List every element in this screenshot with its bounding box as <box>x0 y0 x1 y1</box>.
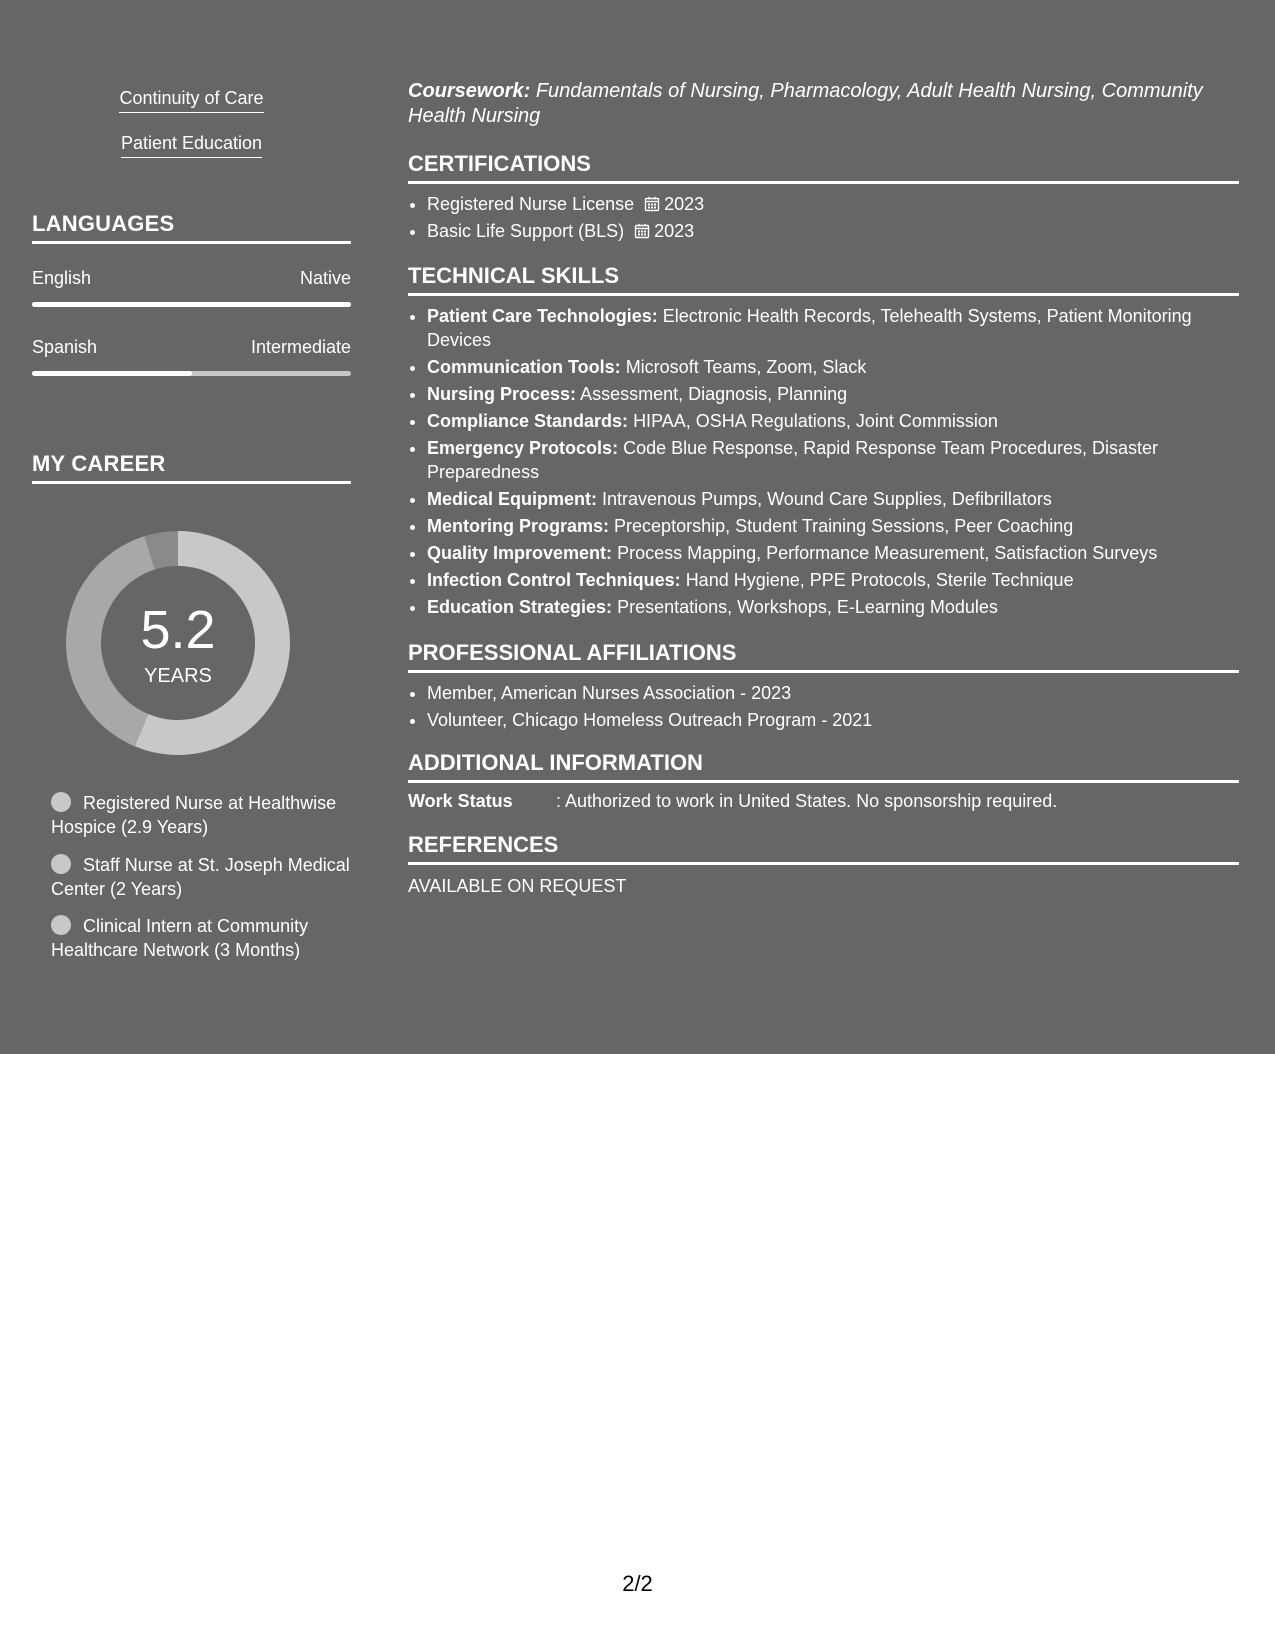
list-item: • Volunteer, Chicago Homeless Outreach Program - 2021 <box>427 708 1258 732</box>
career-item-label: Registered Nurse at Healthwise Hospice (2.9 Years) <box>51 793 337 837</box>
list-item: • Nursing Process: Assessment, Diagnosis, Planning <box>427 382 1258 406</box>
language-level: Native <box>299 268 351 288</box>
career-item-label: Staff Nurse at St. Joseph Medical Center (2 Years) <box>51 855 350 899</box>
language-name: Spanish <box>32 337 98 357</box>
language-proficiency-bar <box>32 302 351 307</box>
list-item: • Emergency Protocols: Code Blue Response, Rapid Response Team Procedures, Disaster Preparedness <box>427 436 1258 484</box>
certification-year: 2023 <box>654 221 695 241</box>
references-heading: REFERENCES <box>408 832 1239 865</box>
work-status-value: : Authorized to work in United States. No sponsorship required. <box>556 791 1058 811</box>
technical-skills-list <box>408 304 1258 622</box>
list-item: • Compliance Standards: HIPAA, OSHA Regulations, Joint Commission <box>427 409 1258 433</box>
coursework-text: Fundamentals of Nursing, Pharmacology, Adult Health Nursing, Community Health Nursing <box>408 80 1203 127</box>
skill-tag: Continuity of Care <box>32 88 351 113</box>
list-item: • Patient Care Technologies: Electronic Health Records, Telehealth Systems, Patient Monitoring Devices <box>427 304 1258 352</box>
list-item: • Registered Nurse License 2023 <box>427 192 1258 216</box>
career-total-unit: YEARS <box>144 665 212 687</box>
certification-year: 2023 <box>664 194 705 214</box>
affiliations-heading: PROFESSIONAL AFFILIATIONS <box>408 640 1239 673</box>
language-proficiency-bar <box>32 371 351 376</box>
skill-tag: Patient Education <box>32 133 351 158</box>
career-item <box>51 914 351 962</box>
calendar-icon <box>644 196 660 212</box>
legend-dot-icon <box>51 915 71 935</box>
list-item: • Education Strategies: Presentations, Workshops, E-Learning Modules <box>427 595 1258 619</box>
career-item <box>51 791 351 839</box>
career-total-value: 5.2 <box>140 600 216 660</box>
list-item: • Member, American Nurses Association - 2023 <box>427 681 1258 705</box>
calendar-icon <box>634 223 650 239</box>
additional-info-heading: ADDITIONAL INFORMATION <box>408 750 1239 783</box>
list-item: • Quality Improvement: Process Mapping, Performance Measurement, Satisfaction Surveys <box>427 541 1258 565</box>
page-number: 2/2 <box>622 1571 653 1596</box>
technical-skills-heading: TECHNICAL SKILLS <box>408 263 1239 296</box>
work-status-label: Work Status <box>408 791 513 811</box>
list-item: • Mentoring Programs: Preceptorship, Student Training Sessions, Peer Coaching <box>427 514 1258 538</box>
coursework-label: Coursework: <box>408 80 531 102</box>
career-total <box>66 531 290 755</box>
legend-dot-icon <box>51 792 71 812</box>
language-name: English <box>32 268 92 288</box>
career-donut-chart <box>66 531 290 755</box>
career-item-label: Clinical Intern at Community Healthcare Network (3 Months) <box>51 916 309 960</box>
affiliations-list <box>408 681 1258 735</box>
language-proficiency-fill <box>32 371 192 376</box>
language-proficiency-fill <box>32 302 351 307</box>
career-heading: MY CAREER <box>32 451 351 484</box>
list-item: • Infection Control Techniques: Hand Hygiene, PPE Protocols, Sterile Technique <box>427 568 1258 592</box>
list-item: • Medical Equipment: Intravenous Pumps, Wound Care Supplies, Defibrillators <box>427 487 1258 511</box>
list-item: • Basic Life Support (BLS) 2023 <box>427 219 1258 243</box>
career-item <box>51 853 351 901</box>
legend-dot-icon <box>51 854 71 874</box>
certifications-heading: CERTIFICATIONS <box>408 151 1239 184</box>
coursework <box>408 79 1239 129</box>
language-level: Intermediate <box>250 337 351 357</box>
references-text: AVAILABLE ON REQUEST <box>408 876 627 896</box>
list-item: • Communication Tools: Microsoft Teams, Zoom, Slack <box>427 355 1258 379</box>
languages-heading: LANGUAGES <box>32 211 351 244</box>
certifications-list <box>408 192 1258 246</box>
